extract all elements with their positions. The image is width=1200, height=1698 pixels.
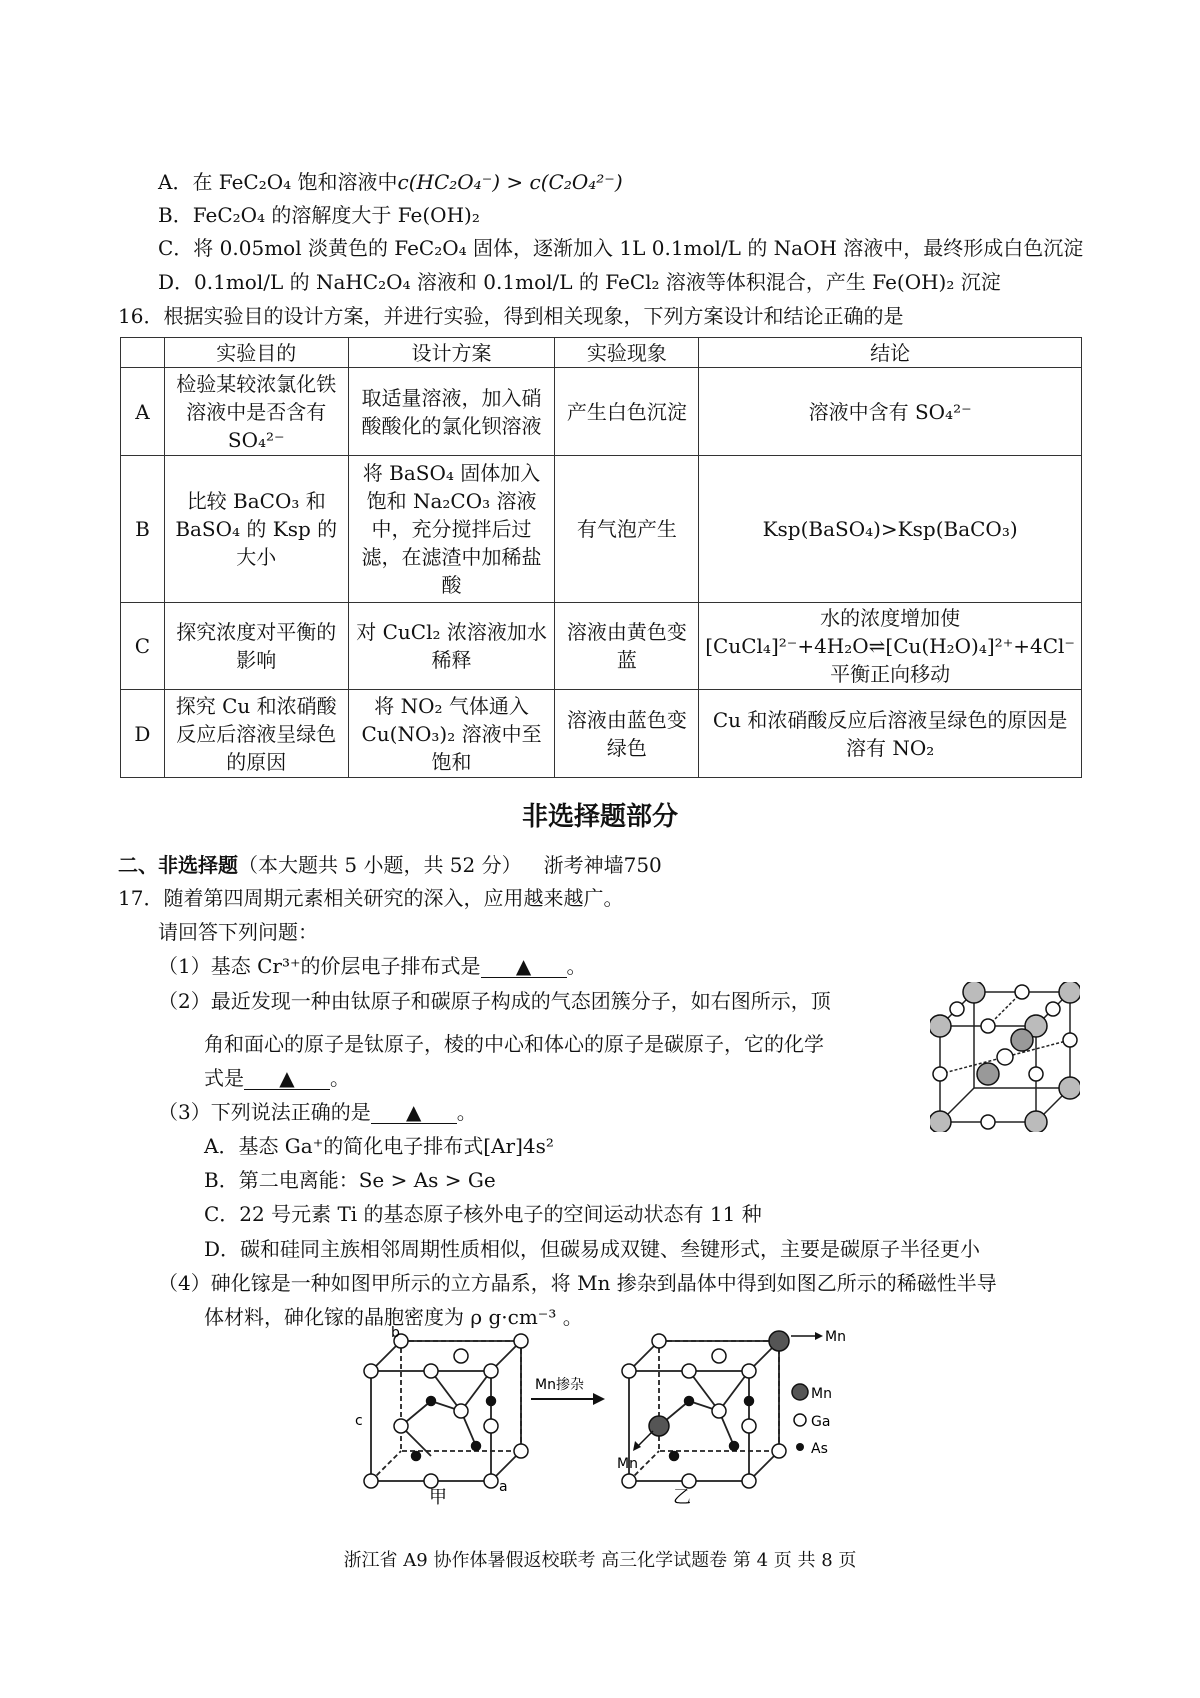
row-purpose: 探究 Cu 和浓硝酸反应后溶液呈绿色的原因	[164, 690, 348, 778]
row-conclusion: 水的浓度增加使 [CuCl₄]²⁻+4H₂O⇌[Cu(H₂O)₄]²⁺+4Cl⁻ 平衡正向移动	[699, 603, 1082, 690]
q17-part1-end: 。	[566, 954, 587, 978]
row-design: 将 NO₂ 气体通入 Cu(NO₃)₂ 溶液中至饱和	[348, 690, 555, 778]
q15-option-a-formula: c(HC₂O₄⁻) > c(C₂O₄²⁻)	[397, 170, 623, 194]
q17-part4-line2: 体材料，砷化镓的晶胞密度为 ρ g·cm⁻³ 。	[204, 1305, 583, 1329]
section2-note: （本大题共 5 小题，共 52 分）	[238, 853, 522, 877]
row-phenomenon: 有气泡产生	[555, 456, 699, 603]
doping-arrow-head	[593, 1393, 605, 1405]
q17-part3-option-a: A．基态 Ga⁺的简化电子排布式[Ar]4s²	[204, 1134, 554, 1158]
watermark-text: 浙考神墙750	[543, 853, 662, 877]
section-title: 非选择题部分	[521, 802, 678, 832]
q15-option-c: C．将 0.05mol 淡黄色的 FeC₂O₄ 固体，逐渐加入 1L 0.1mol/L 的 NaOH 溶液中，最终形成白色沉淀	[158, 236, 1084, 260]
q17-part1	[158, 952, 587, 980]
row-key: B	[121, 456, 165, 603]
experiment-table	[120, 337, 1082, 778]
table-header-row	[121, 338, 1082, 368]
mn-label-top: Mn	[825, 1329, 846, 1345]
row-conclusion: Ksp(BaSO₄)>Ksp(BaCO₃)	[699, 456, 1082, 603]
point-label-a: a	[499, 1479, 508, 1495]
crystal-structure-figure	[355, 1323, 855, 1505]
mn-doping-label: Mn掺杂	[535, 1377, 584, 1393]
table-header-cell	[121, 338, 165, 368]
q17-part3-option-b: B．第二电离能：Se > As > Ge	[204, 1168, 496, 1192]
row-purpose: 检验某较浓氯化铁溶液中是否含有 SO₄²⁻	[164, 368, 348, 456]
answer-blank: ▲	[481, 955, 567, 978]
section2-heading	[118, 851, 662, 879]
row-key: C	[121, 603, 165, 690]
legend-ga: Ga	[811, 1414, 831, 1430]
table-row	[121, 456, 1082, 603]
q17-part2-line1: （2）最近发现一种由钛原子和碳原子构成的气态团簇分子，如右图所示，顶	[158, 989, 831, 1013]
ti-c-cluster-diagram	[930, 982, 1080, 1132]
row-design: 将 BaSO₄ 固体加入饱和 Na₂CO₃ 溶液中，充分搅拌后过滤，在滤渣中加稀盐酸	[348, 456, 555, 603]
table-header-cell: 设计方案	[348, 338, 555, 368]
mn-label-side: Mn	[617, 1456, 638, 1472]
q17-part1-text: （1）基态 Cr³⁺的价层电子排布式是	[158, 954, 481, 978]
q17-stem: 17．随着第四周期元素相关研究的深入，应用越来越广。	[118, 886, 624, 910]
q15-option-a	[158, 168, 623, 196]
q17-part2-line3	[204, 1064, 350, 1092]
table-row	[121, 368, 1082, 456]
q17-part2-line2: 角和面心的原子是钛原子，棱的中心和体心的原子是碳原子，它的化学	[204, 1032, 824, 1056]
answer-blank: ▲	[371, 1101, 457, 1124]
q17-part2-end: 。	[330, 1066, 350, 1090]
cube-jia	[371, 1341, 521, 1481]
table-header-cell: 实验现象	[555, 338, 699, 368]
q17-part3-option-d: D．碳和硅同主族相邻周期性质相似，但碳易成双键、叁键形式，主要是碳原子半径更小	[204, 1237, 981, 1261]
row-design: 取适量溶液，加入硝酸酸化的氯化钡溶液	[348, 368, 555, 456]
section2-label: 二、非选择题	[118, 853, 238, 877]
q17-part3-option-c: C．22 号元素 Ti 的基态原子核外电子的空间运动状态有 11 种	[204, 1202, 762, 1226]
legend-mn: Mn	[811, 1386, 832, 1402]
q17-part3-end: 。	[456, 1100, 477, 1124]
point-label-c: c	[355, 1413, 363, 1429]
row-conclusion: 溶液中含有 SO₄²⁻	[699, 368, 1082, 456]
page-footer: 浙江省 A9 协作体暑假返校联考 高三化学试题卷 第 4 页 共 8 页	[343, 1550, 857, 1571]
row-phenomenon: 溶液由蓝色变绿色	[555, 690, 699, 778]
cube-yi	[629, 1341, 779, 1481]
q17-part2-text: 式是	[204, 1066, 244, 1090]
q15-option-d: D．0.1mol/L 的 NaHC₂O₄ 溶液和 0.1mol/L 的 FeCl₂ 溶液等体积混合，产生 Fe(OH)₂ 沉淀	[158, 270, 1001, 294]
row-conclusion: Cu 和浓硝酸反应后溶液呈绿色的原因是溶有 NO₂	[699, 690, 1082, 778]
row-key: A	[121, 368, 165, 456]
table-row	[121, 690, 1082, 778]
q17-prompt: 请回答下列问题：	[158, 920, 318, 944]
q17-part3-text: （3）下列说法正确的是	[158, 1100, 371, 1124]
figure-legend	[792, 1384, 832, 1457]
label-jia: 甲	[429, 1487, 447, 1505]
row-purpose: 探究浓度对平衡的影响	[164, 603, 348, 690]
row-phenomenon: 溶液由黄色变蓝	[555, 603, 699, 690]
legend-as: As	[811, 1441, 828, 1457]
table-header-cell: 实验目的	[164, 338, 348, 368]
q15-option-b: B．FeC₂O₄ 的溶解度大于 Fe(OH)₂	[158, 203, 480, 227]
q15-option-a-text: A．在 FeC₂O₄ 饱和溶液中	[158, 170, 398, 194]
table-header-cell: 结论	[699, 338, 1082, 368]
table-row	[121, 603, 1082, 690]
answer-blank: ▲	[244, 1067, 330, 1090]
label-yi: 乙	[673, 1487, 691, 1505]
q16-stem: 16．根据实验目的设计方案，并进行实验，得到相关现象，下列方案设计和结论正确的是	[118, 304, 904, 328]
point-label-b: b	[391, 1325, 400, 1341]
row-design: 对 CuCl₂ 浓溶液加水稀释	[348, 603, 555, 690]
q17-part4-line1: （4）砷化镓是一种如图甲所示的立方晶系，将 Mn 掺杂到晶体中得到如图乙所示的稀磁性半导	[158, 1271, 997, 1295]
row-phenomenon: 产生白色沉淀	[555, 368, 699, 456]
row-key: D	[121, 690, 165, 778]
q17-part3	[158, 1098, 477, 1126]
row-purpose: 比较 BaCO₃ 和 BaSO₄ 的 Ksp 的大小	[164, 456, 348, 603]
